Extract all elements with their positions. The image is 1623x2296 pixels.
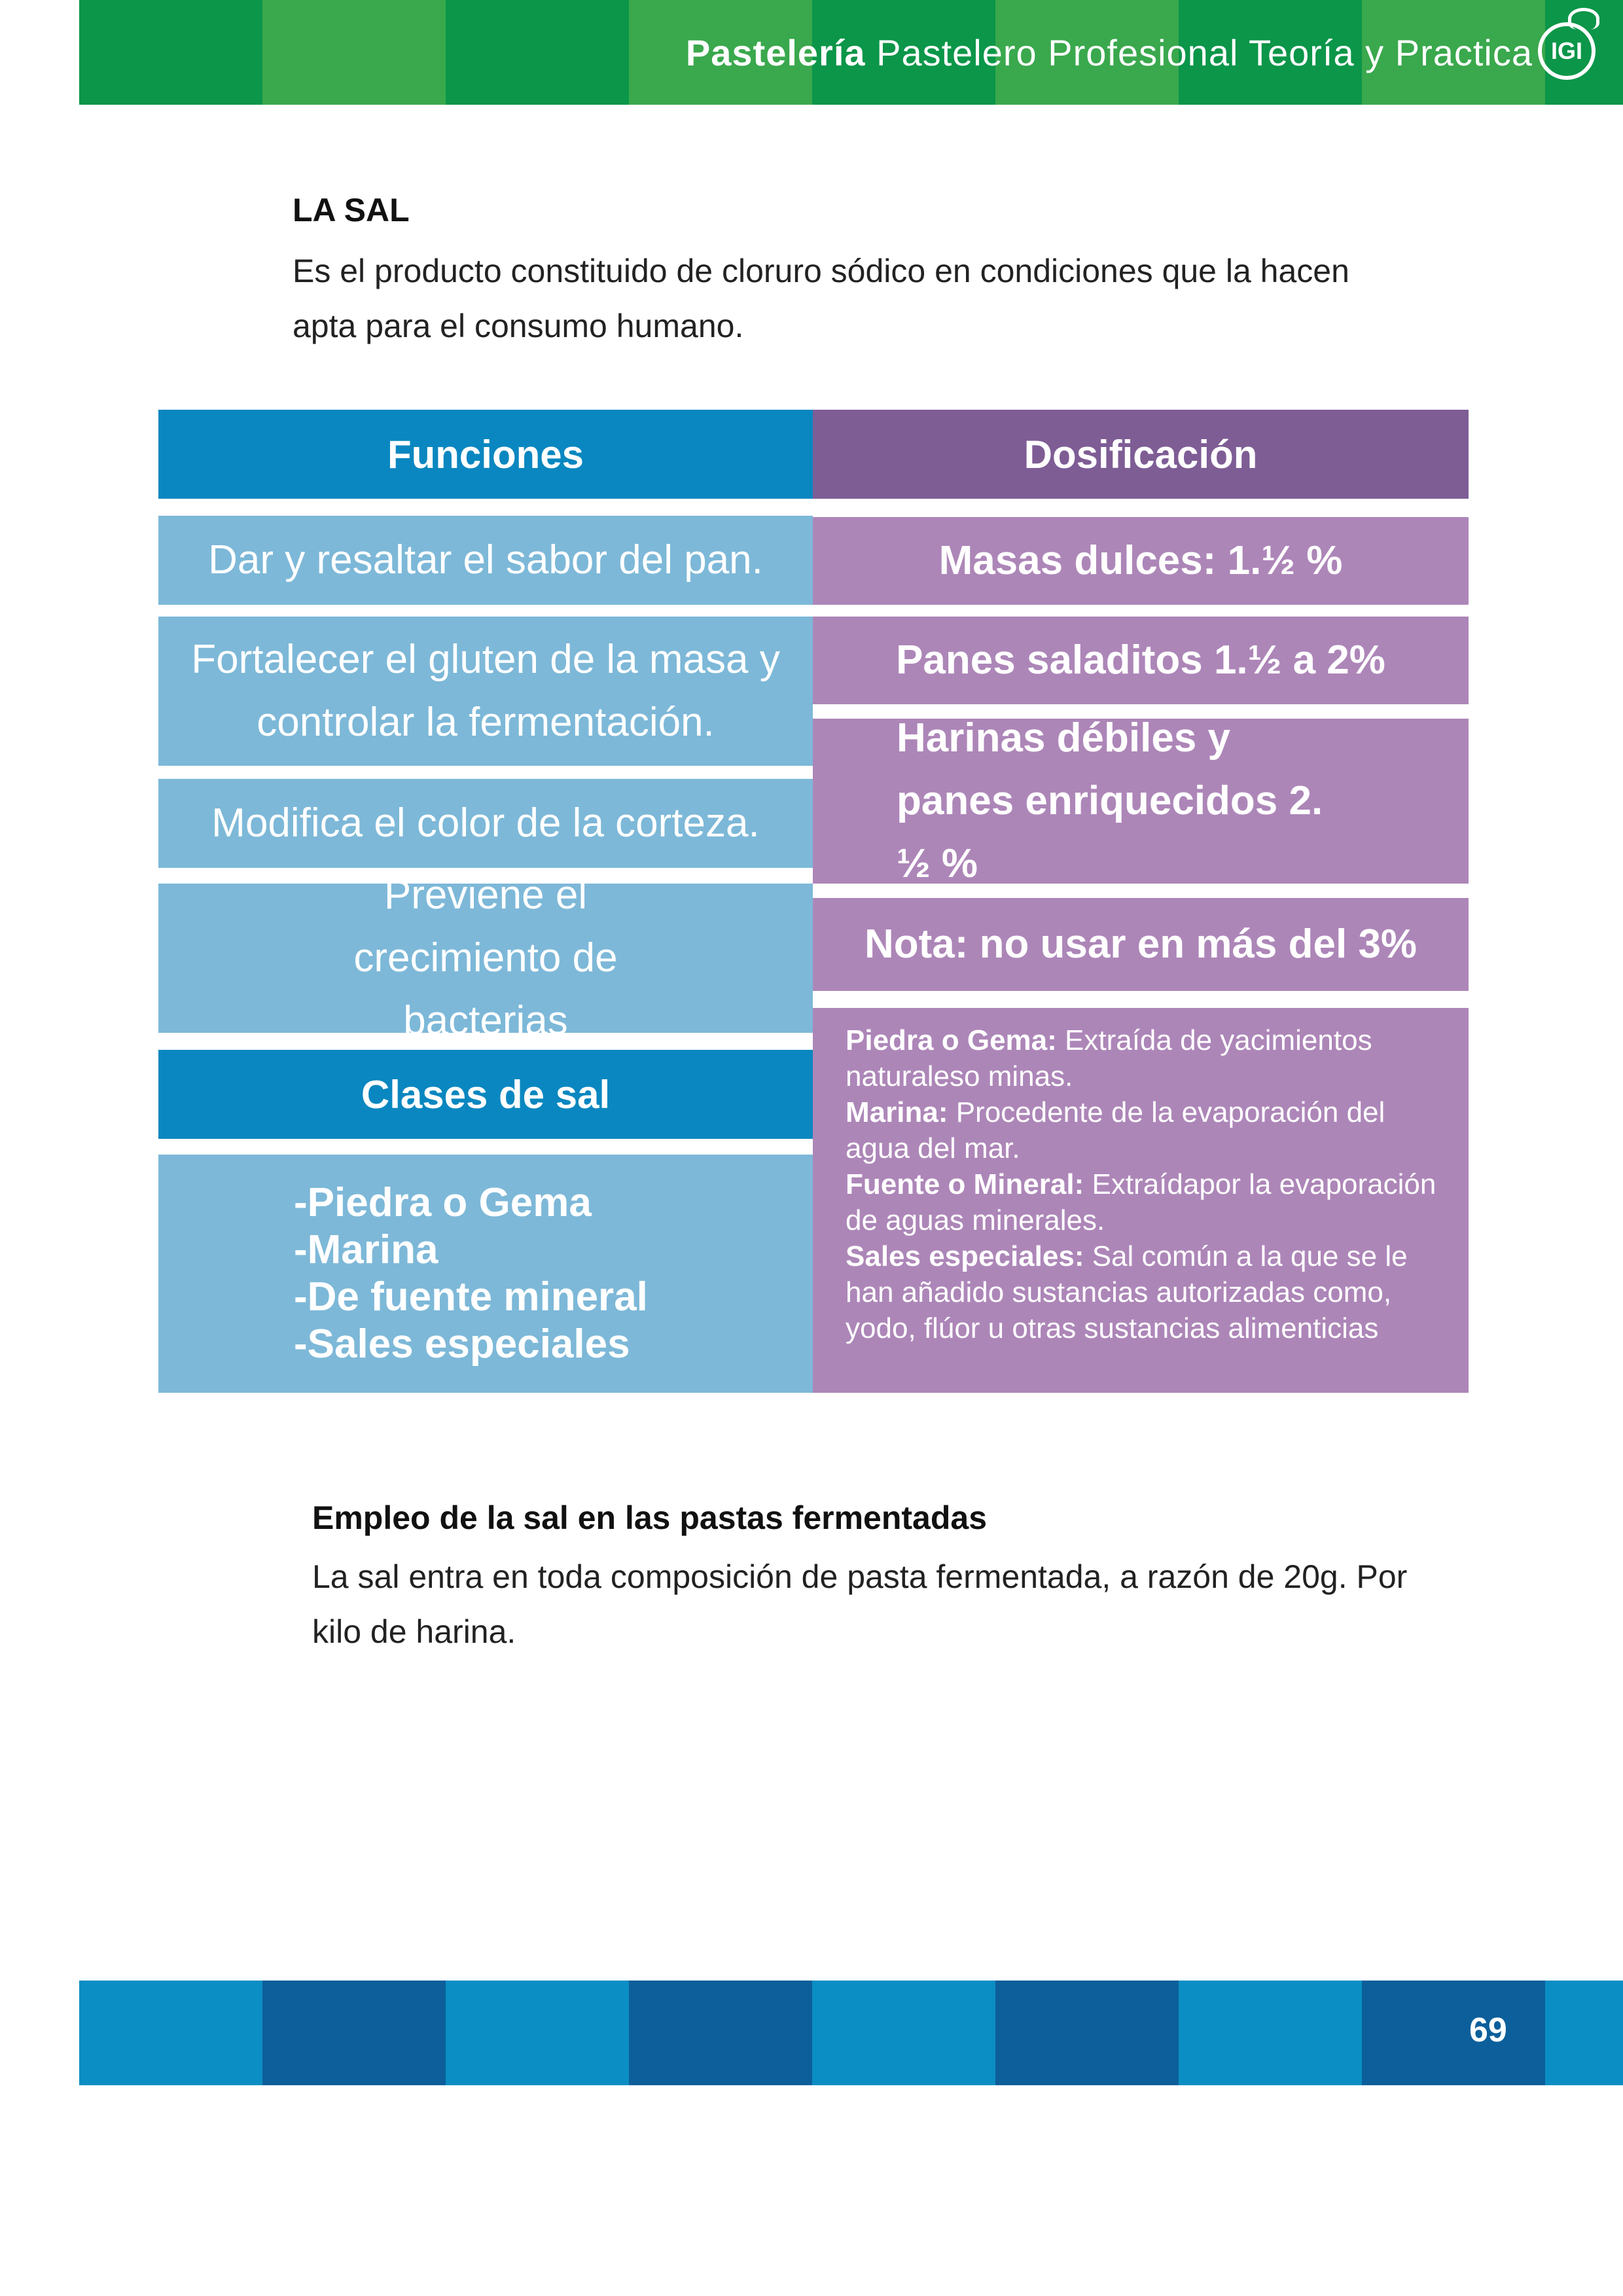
footer-block: [995, 1981, 1179, 2085]
header-block: [262, 0, 446, 105]
list-item: -Marina: [294, 1227, 438, 1272]
clase-term: Fuente o Mineral:: [846, 1168, 1084, 1200]
footer-block: [1362, 1981, 1545, 2085]
clase-term: Piedra o Gema:: [846, 1024, 1057, 1056]
funciones-header: Funciones: [158, 410, 813, 499]
funcion-row: Modifica el color de la corteza.: [158, 779, 813, 868]
page-number: 69: [1469, 2011, 1507, 2049]
clase-desc: [846, 1022, 1442, 1094]
clase-text: Extraída de yacimientos naturaleso minas.: [846, 1024, 1372, 1092]
clases-descriptions: [813, 1008, 1469, 1393]
dosificacion-row: Harinas débiles y panes enriquecidos 2. ½ %: [813, 719, 1469, 884]
list-item: -De fuente mineral: [294, 1274, 648, 1319]
intro-paragraph: Es el producto constituido de cloruro sódico en condiciones que la hacen apta para el consumo humano.: [293, 253, 1349, 344]
empleo-paragraph: La sal entra en toda composición de pasta fermentada, a razón de 20g. Por kilo de harina.: [312, 1558, 1408, 1650]
list-item: -Piedra o Gema: [294, 1180, 592, 1225]
logo-text: IGI: [1550, 37, 1582, 64]
list-item: -Sales especiales: [294, 1321, 630, 1367]
clase-text: Extraídapor la evaporación de aguas minerales.: [846, 1168, 1436, 1236]
funcion-row: Dar y resaltar el sabor del pan.: [158, 516, 813, 605]
footer-block: [1545, 1981, 1623, 2085]
header-block: [79, 0, 262, 105]
footer-block: [812, 1981, 995, 2085]
section-heading: LA SAL: [293, 192, 410, 228]
dosificacion-row: Panes saladitos 1.½ a 2%: [813, 617, 1469, 704]
clase-desc: [846, 1094, 1442, 1166]
header-title-rest: Pastelero Profesional Teoría y Practica: [865, 32, 1533, 73]
header-block: [446, 0, 629, 105]
clase-term: Sales especiales:: [846, 1240, 1084, 1272]
clases-header: Clases de sal: [158, 1050, 813, 1139]
header-title: [686, 31, 1533, 74]
footer-block: [446, 1981, 629, 2085]
funcion-row: Previene el crecimiento de bacterias: [158, 884, 813, 1033]
dosificacion-row: Masas dulces: 1.½ %: [813, 517, 1469, 605]
dosificacion-row: Nota: no usar en más del 3%: [813, 898, 1469, 991]
clase-text: Procedente de la evaporación del agua del mar.: [846, 1096, 1385, 1164]
footer-band: [79, 1981, 1623, 2085]
clases-list: [158, 1155, 813, 1393]
dosificacion-header: Dosificación: [813, 410, 1469, 499]
empleo-heading: Empleo de la sal en las pastas fermentadas: [312, 1499, 988, 1536]
igi-logo-icon: [1538, 22, 1596, 80]
header-title-bold: Pastelería: [685, 32, 866, 73]
clase-desc: [846, 1166, 1442, 1238]
clase-text: Sal común a la que se le han añadido sustancias autorizadas como, yodo, flúor u otras sustancias alimenticias: [846, 1240, 1408, 1344]
funcion-row: Fortalecer el gluten de la masa y controlar la fermentación.: [158, 617, 813, 766]
clase-desc: [846, 1238, 1442, 1346]
footer-block: [79, 1981, 262, 2085]
clase-term: Marina:: [846, 1096, 948, 1128]
footer-block: [629, 1981, 812, 2085]
footer-block: [1179, 1981, 1362, 2085]
footer-block: [262, 1981, 446, 2085]
